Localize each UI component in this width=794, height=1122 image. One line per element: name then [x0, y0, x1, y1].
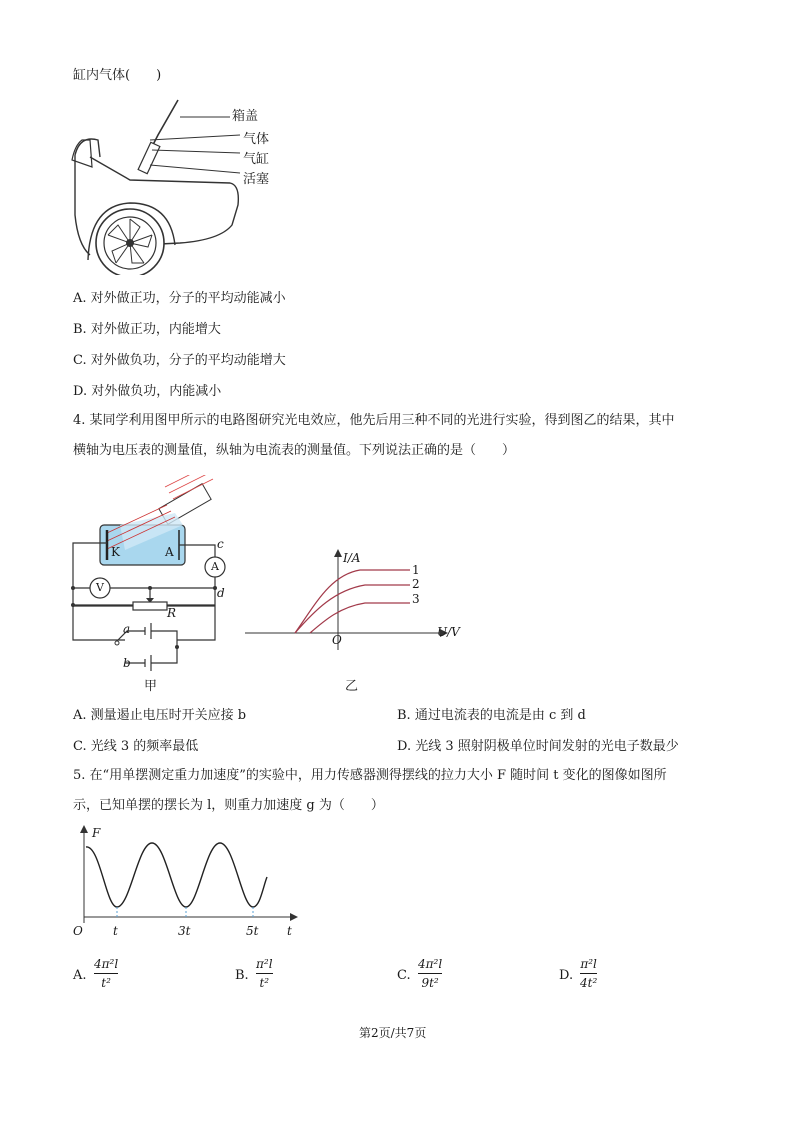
label-voltmeter: V — [96, 581, 104, 594]
q5-option-c-key[interactable]: C. — [397, 968, 411, 983]
graph-F-label: F — [92, 826, 101, 840]
caption-yi: 乙 — [345, 679, 359, 694]
q4-option-d[interactable]: D. 光线 3 照射阴极单位时间发射的光电子数最少 — [397, 739, 679, 754]
q3-stem-tail: 缸内气体( ) — [73, 68, 162, 83]
graph-xlabel: U/V — [437, 625, 460, 639]
wheel — [96, 209, 164, 275]
label-a: a — [123, 622, 131, 636]
photoelectric-circuit — [65, 475, 235, 675]
label-lid: 箱盖 — [232, 109, 259, 124]
q5-stem-line2: 示，已知单摆的摆长为 l，则重力加速度 g 为（ ） — [73, 798, 384, 813]
q4-stem-line2: 横轴为电压表的测量值，纵轴为电流表的测量值。下列说法正确的是（ ） — [73, 443, 516, 458]
curve-3 — [310, 603, 410, 633]
graph-ylabel: I/A — [343, 551, 361, 565]
label-anode: A — [165, 545, 174, 559]
label-b: b — [123, 656, 131, 670]
q5-option-b-fraction[interactable]: π²l t² — [256, 957, 273, 990]
label-R: R — [167, 606, 177, 620]
tick-5t: 5t — [246, 924, 259, 938]
rheostat — [133, 602, 167, 610]
graph-origin: O — [332, 633, 342, 647]
q3-option-b[interactable]: B. 对外做正功，内能增大 — [73, 322, 221, 337]
force-curve — [86, 843, 267, 907]
q5-stem-line1: 5. 在“用单摆测定重力加速度”的实验中，用力传感器测得摆线的拉力大小 F 随时间 t 变化的图像如图所 — [73, 768, 667, 783]
q4-stem-line1: 4. 某同学利用图甲所示的电路图研究光电效应，他先后用三种不同的光进行实验，得到图乙的结果，其中 — [73, 413, 675, 428]
curve-label-1: 1 — [412, 563, 420, 577]
q4-option-a[interactable]: A. 测量遏止电压时开关应接 b — [73, 708, 247, 723]
q4-option-c[interactable]: C. 光线 3 的频率最低 — [73, 739, 199, 754]
graph-t-label: t — [287, 924, 292, 938]
label-K: K — [111, 545, 120, 559]
graph-O-label: O — [73, 924, 83, 938]
tick-t: t — [113, 924, 118, 938]
label-gas: 气体 — [243, 132, 270, 147]
q5-option-a-key[interactable]: A. — [73, 968, 87, 983]
label-c: c — [217, 537, 224, 551]
q5-option-c-fraction[interactable]: 4π²l 9t² — [418, 957, 443, 990]
q5-option-d-key[interactable]: D. — [559, 968, 574, 983]
q3-option-c[interactable]: C. 对外做负功，分子的平均动能增大 — [73, 353, 286, 368]
q5-option-a-fraction[interactable]: 4π²l t² — [94, 957, 119, 990]
label-cylinder: 气缸 — [243, 152, 270, 167]
q5-option-d-fraction[interactable]: π²l 4t² — [580, 957, 598, 990]
label-ammeter: A — [211, 560, 219, 573]
gas-cylinder — [138, 142, 160, 173]
q4-option-b[interactable]: B. 通过电流表的电流是由 c 到 d — [397, 708, 586, 723]
label-piston: 活塞 — [243, 172, 270, 187]
tick-3t: 3t — [178, 924, 191, 938]
curve-label-3: 3 — [412, 592, 420, 606]
q3-option-d[interactable]: D. 对外做负功，内能减小 — [73, 384, 222, 399]
q3-option-a[interactable]: A. 对外做正功，分子的平均动能减小 — [73, 291, 286, 306]
curve-1 — [295, 570, 410, 633]
force-time-graph — [70, 825, 300, 925]
caption-jia: 甲 — [144, 679, 158, 694]
curve-label-2: 2 — [412, 577, 420, 591]
label-d: d — [217, 586, 225, 600]
q5-option-b-key[interactable]: B. — [235, 968, 249, 983]
page-footer: 第2页/共7页 — [359, 1026, 427, 1040]
